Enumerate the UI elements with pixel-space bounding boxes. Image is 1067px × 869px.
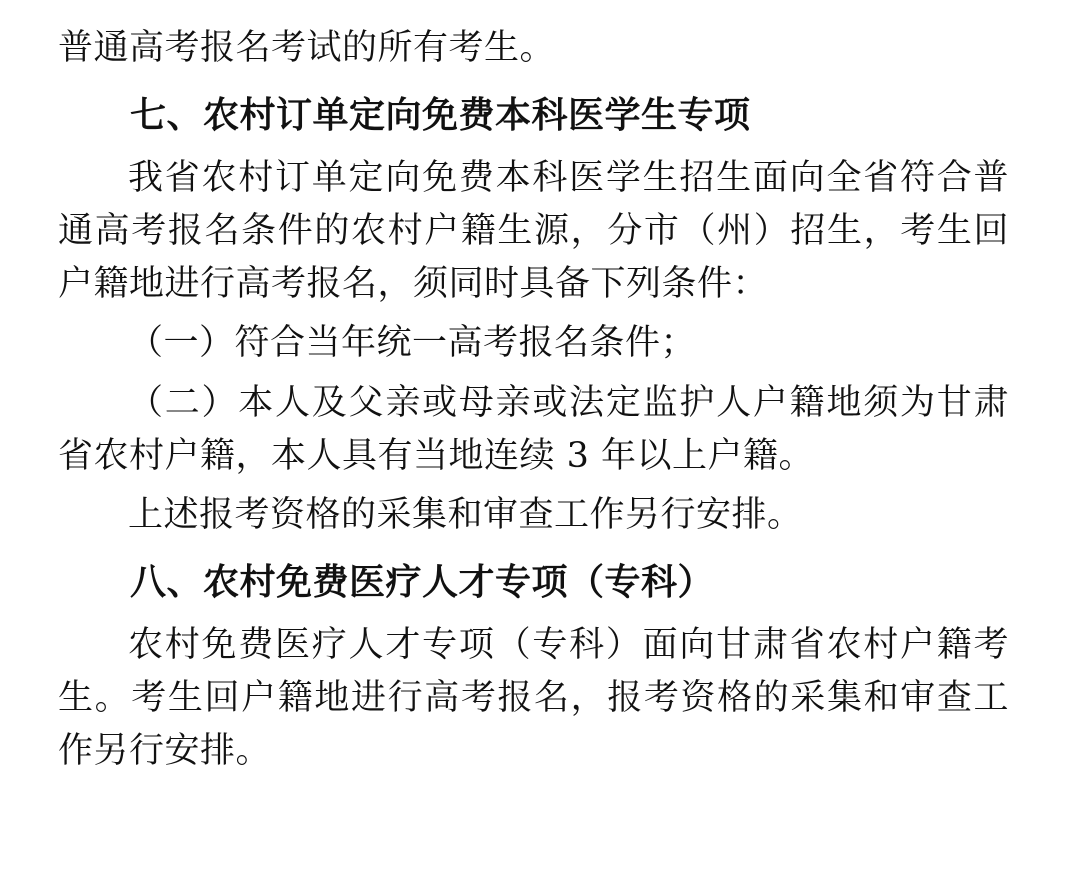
section-7-paragraph-1: 我省农村订单定向免费本科医学生招生面向全省符合普通高考报名条件的农村户籍生源，分市（州）招生，考生回户籍地进行高考报名，须同时具备下列条件： (58, 157, 1009, 305)
section-heading-8: 八、农村免费医疗人才专项（专科） (130, 562, 715, 604)
section-7-condition-2: （二）本人及父亲或母亲或法定监护人户籍地须为甘肃省农村户籍，本人具有当地连续 3 年以上户籍。 (58, 382, 1009, 476)
section-heading-7: 七、农村订单定向免费本科医学生专项 (130, 95, 751, 137)
section-7-paragraph-2: 上述报考资格的采集和审查工作另行安排。 (128, 495, 803, 536)
section-8-paragraph-1: 农村免费医疗人才专项（专科）面向甘肃省农村户籍考生。考生回户籍地进行高考报名，报考资格的采集和审查工作另行安排。 (58, 624, 1009, 772)
paragraph-continued: 普通高考报名考试的所有考生。 (58, 28, 556, 68)
section-7-condition-1: （一）符合当年统一高考报名条件； (128, 323, 697, 364)
